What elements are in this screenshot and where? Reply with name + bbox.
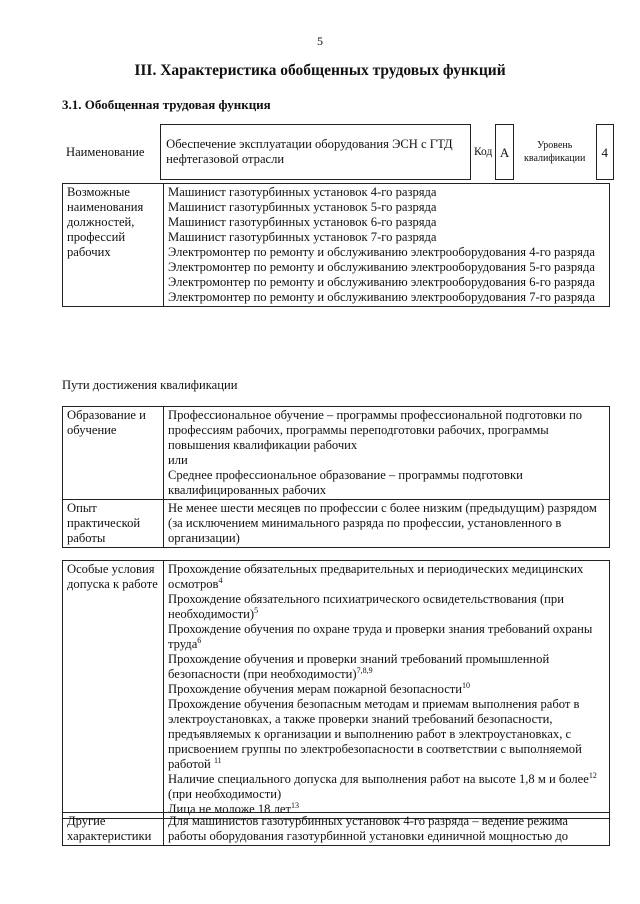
level-label: Уровень квалификации	[524, 140, 586, 164]
condition-item: Прохождение обязательного психиатрического освидетельствования (при необходимости)$^5$	[168, 592, 564, 621]
position-item: Электромонтер по ремонту и обслуживанию электрооборудования 4-го разряда	[168, 245, 595, 259]
education-table	[62, 406, 610, 548]
position-item: Машинист газотурбинных установок 5-го разряда	[168, 200, 437, 214]
position-item: Машинист газотурбинных установок 6-го разряда	[168, 215, 437, 229]
education-line: Профессиональное обучение – программы профессиональной подготовки по профессиям рабочих, программы переподготовки рабочих, программы повышения квалификации рабочих	[168, 408, 583, 452]
other-label: Другие характеристики	[63, 813, 164, 846]
position-item: Электромонтер по ремонту и обслуживанию электрооборудования 7-го разряда	[168, 290, 595, 304]
name-value: Обеспечение эксплуатации оборудования ЭСН с ГТД нефтегазовой отрасли	[161, 125, 471, 180]
position-item: Электромонтер по ремонту и обслуживанию электрооборудования 5-го разряда	[168, 260, 595, 274]
positions-label: Возможные наименования должностей, профессий рабочих	[63, 184, 164, 307]
level-value: 4	[596, 125, 613, 180]
education-content	[164, 407, 610, 500]
position-item: Машинист газотурбинных установок 7-го разряда	[168, 230, 437, 244]
condition-item: Прохождение обучения и проверки знаний требований промышленной безопасности (при необходимости)$^{7,8,9}$	[168, 652, 550, 681]
conditions-list	[164, 561, 610, 819]
education-label: Образование и обучение	[63, 407, 164, 500]
page-number: 5	[317, 34, 323, 48]
condition-item: Наличие специального допуска для выполнения работ на высоте 1,8 м и более$^{12}$ (при необходимости)	[168, 770, 597, 801]
condition-item: Прохождение обязательных предварительных и периодических медицинских осмотров$^4$	[168, 562, 584, 591]
position-item: Электромонтер по ремонту и обслуживанию электрооборудования 6-го разряда	[168, 275, 595, 289]
other-table	[62, 812, 610, 846]
condition-item: Прохождение обучения мерам пожарной безопасности$^{10}$	[168, 680, 471, 696]
name-label: Наименование	[66, 144, 145, 159]
education-line: Среднее профессиональное образование – программы подготовки квалифицированных рабочих	[168, 468, 523, 497]
code-label: Код	[473, 145, 493, 158]
code-value: A	[496, 125, 513, 180]
experience-text: Не менее шести месяцев по профессии с более низким (предыдущим) разрядом (за исключением минимального разряда по профессии, установленного в организации)	[164, 500, 610, 548]
subsection-title: 3.1. Обобщенная трудовая функция	[62, 97, 271, 112]
function-header-table	[62, 124, 614, 180]
positions-list	[164, 184, 610, 307]
experience-label: Опыт практической работы	[63, 500, 164, 548]
condition-item: Лица не моложе 18 лет$^{13}$	[168, 800, 299, 816]
conditions-label: Особые условия допуска к работе	[63, 561, 164, 819]
paths-heading: Пути достижения квалификации	[62, 378, 238, 392]
conditions-table	[62, 560, 610, 819]
section-title: III. Характеристика обобщенных трудовых функций	[134, 62, 506, 79]
positions-table	[62, 183, 610, 307]
education-line: или	[168, 453, 188, 467]
other-text: Для машинистов газотурбинных установок 4-го разряда – ведение режима работы оборудования газотурбинной установки единичной мощностью до	[164, 813, 610, 846]
condition-item: Прохождение обучения по охране труда и проверки знания требований охраны труда$^6$	[168, 622, 593, 651]
position-item: Машинист газотурбинных установок 4-го разряда	[168, 185, 437, 199]
condition-item: Прохождение обучения безопасным методам и приемам выполнения работ в электроустановках, а также проверки знаний требований безопасности, предъявляемых к организации и выполнению работ в электроустановках, с присвоением группы по электробезопасности в соответствии с выполняемой работой $^{11}$	[168, 697, 582, 771]
